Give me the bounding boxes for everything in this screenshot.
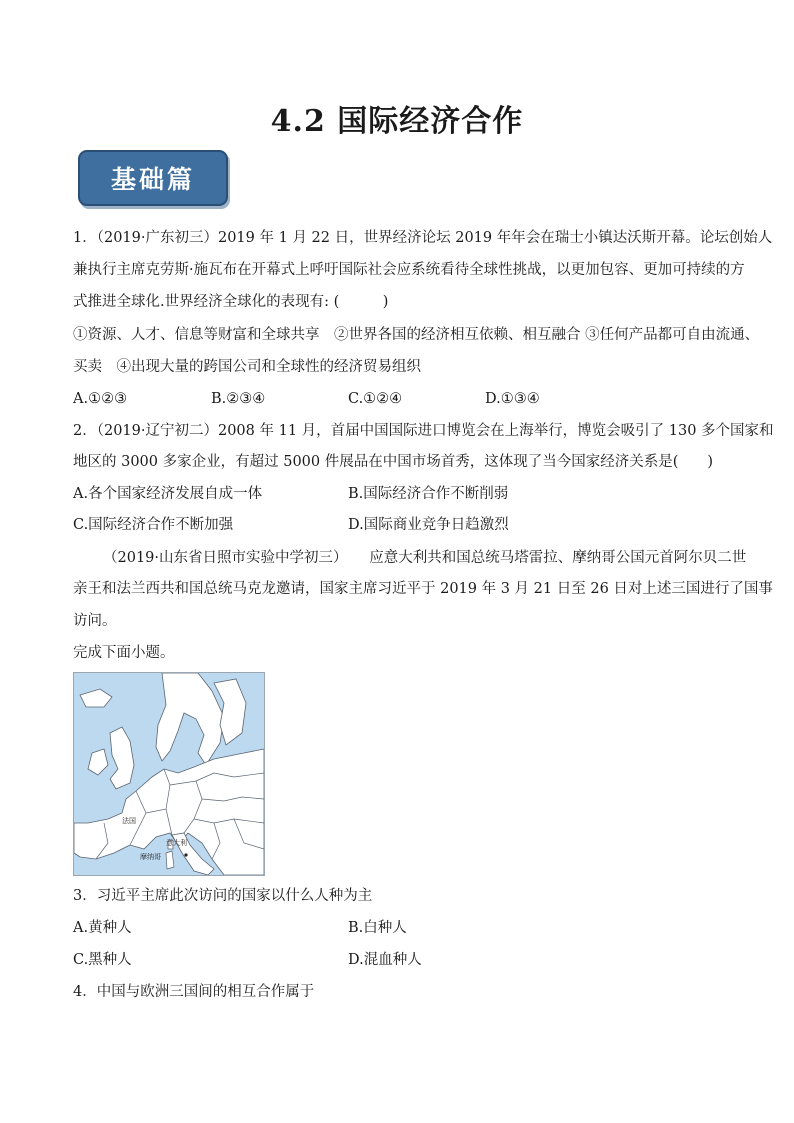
q1-option-a: A.①②③	[73, 391, 128, 407]
q1-stem-line-3: 式推进全球化.世界经济全球化的表现有: ( )	[73, 294, 389, 310]
section-badge: 基础篇	[78, 150, 228, 206]
q3-option-a: A.黄种人	[73, 920, 132, 936]
q2-option-c: C.国际经济合作不断加强	[73, 517, 234, 533]
rome-marker	[184, 853, 187, 856]
q1-statement-line-2: 买卖 ④出现大量的跨国公司和全球性的经济贸易组织	[73, 359, 421, 375]
passage-line-1: （2019·山东省日照市实验中学初三） 应意大利共和国总统马塔雷拉、摩纳哥公国元首阿尔贝二世	[103, 550, 747, 566]
q1-option-c: C.①②④	[348, 391, 403, 407]
q4-stem: 4．中国与欧洲三国间的相互合作属于	[73, 984, 315, 1000]
q1-stem-line-1: 1．（2019·广东初三）2019 年 1 月 22 日，世界经济论坛 2019 年年会在瑞士小镇达沃斯开幕。论坛创始人	[73, 230, 773, 246]
q3-stem: 3．习近平主席此次访问的国家以什么人种为主	[73, 888, 373, 904]
q1-statement-line-1: ①资源、人才、信息等财富和全球共享 ②世界各国的经济相互依赖、相互融合 ③任何产品都可自由流通、	[73, 327, 760, 343]
q1-option-b: B.②③④	[211, 391, 266, 407]
europe-map-svg	[74, 673, 264, 875]
passage-line-2: 亲王和法兰西共和国总统马克龙邀请，国家主席习近平于 2019 年 3 月 21 日至 26 日对上述三国进行了国事	[73, 581, 773, 597]
passage-line-3: 访问。	[73, 613, 117, 629]
map-label-monaco: 摩纳哥	[140, 853, 161, 861]
page-title: 4.2 国际经济合作	[270, 104, 524, 139]
q2-option-d: D.国际商业竞争日趋激烈	[348, 517, 509, 533]
q3-option-c: C.黑种人	[73, 952, 132, 968]
q2-stem-line-1: 2．（2019·辽宁初二）2008 年 11 月，首届中国国际进口博览会在上海举行，博览会吸引了 130 多个国家和	[73, 423, 774, 439]
map-label-france: 法国	[122, 817, 136, 825]
q1-stem-line-2: 兼执行主席克劳斯·施瓦布在开幕式上呼吁国际社会应系统看待全球性挑战，以更加包容、更加可持续的方	[73, 262, 745, 278]
q3-option-d: D.混血种人	[348, 952, 422, 968]
europe-map	[73, 672, 265, 876]
passage-line-4: 完成下面小题。	[73, 645, 175, 661]
map-label-italy: 意大利	[166, 839, 187, 847]
q3-option-b: B.白种人	[348, 920, 407, 936]
q1-option-d: D.①③④	[485, 391, 540, 407]
q2-option-b: B.国际经济合作不断削弱	[348, 486, 509, 502]
q2-option-a: A.各个国家经济发展自成一体	[73, 486, 263, 502]
q2-stem-line-2: 地区的 3000 多家企业，有超过 5000 件展品在中国市场首秀，这体现了当今国家经济关系是( )	[73, 454, 714, 470]
